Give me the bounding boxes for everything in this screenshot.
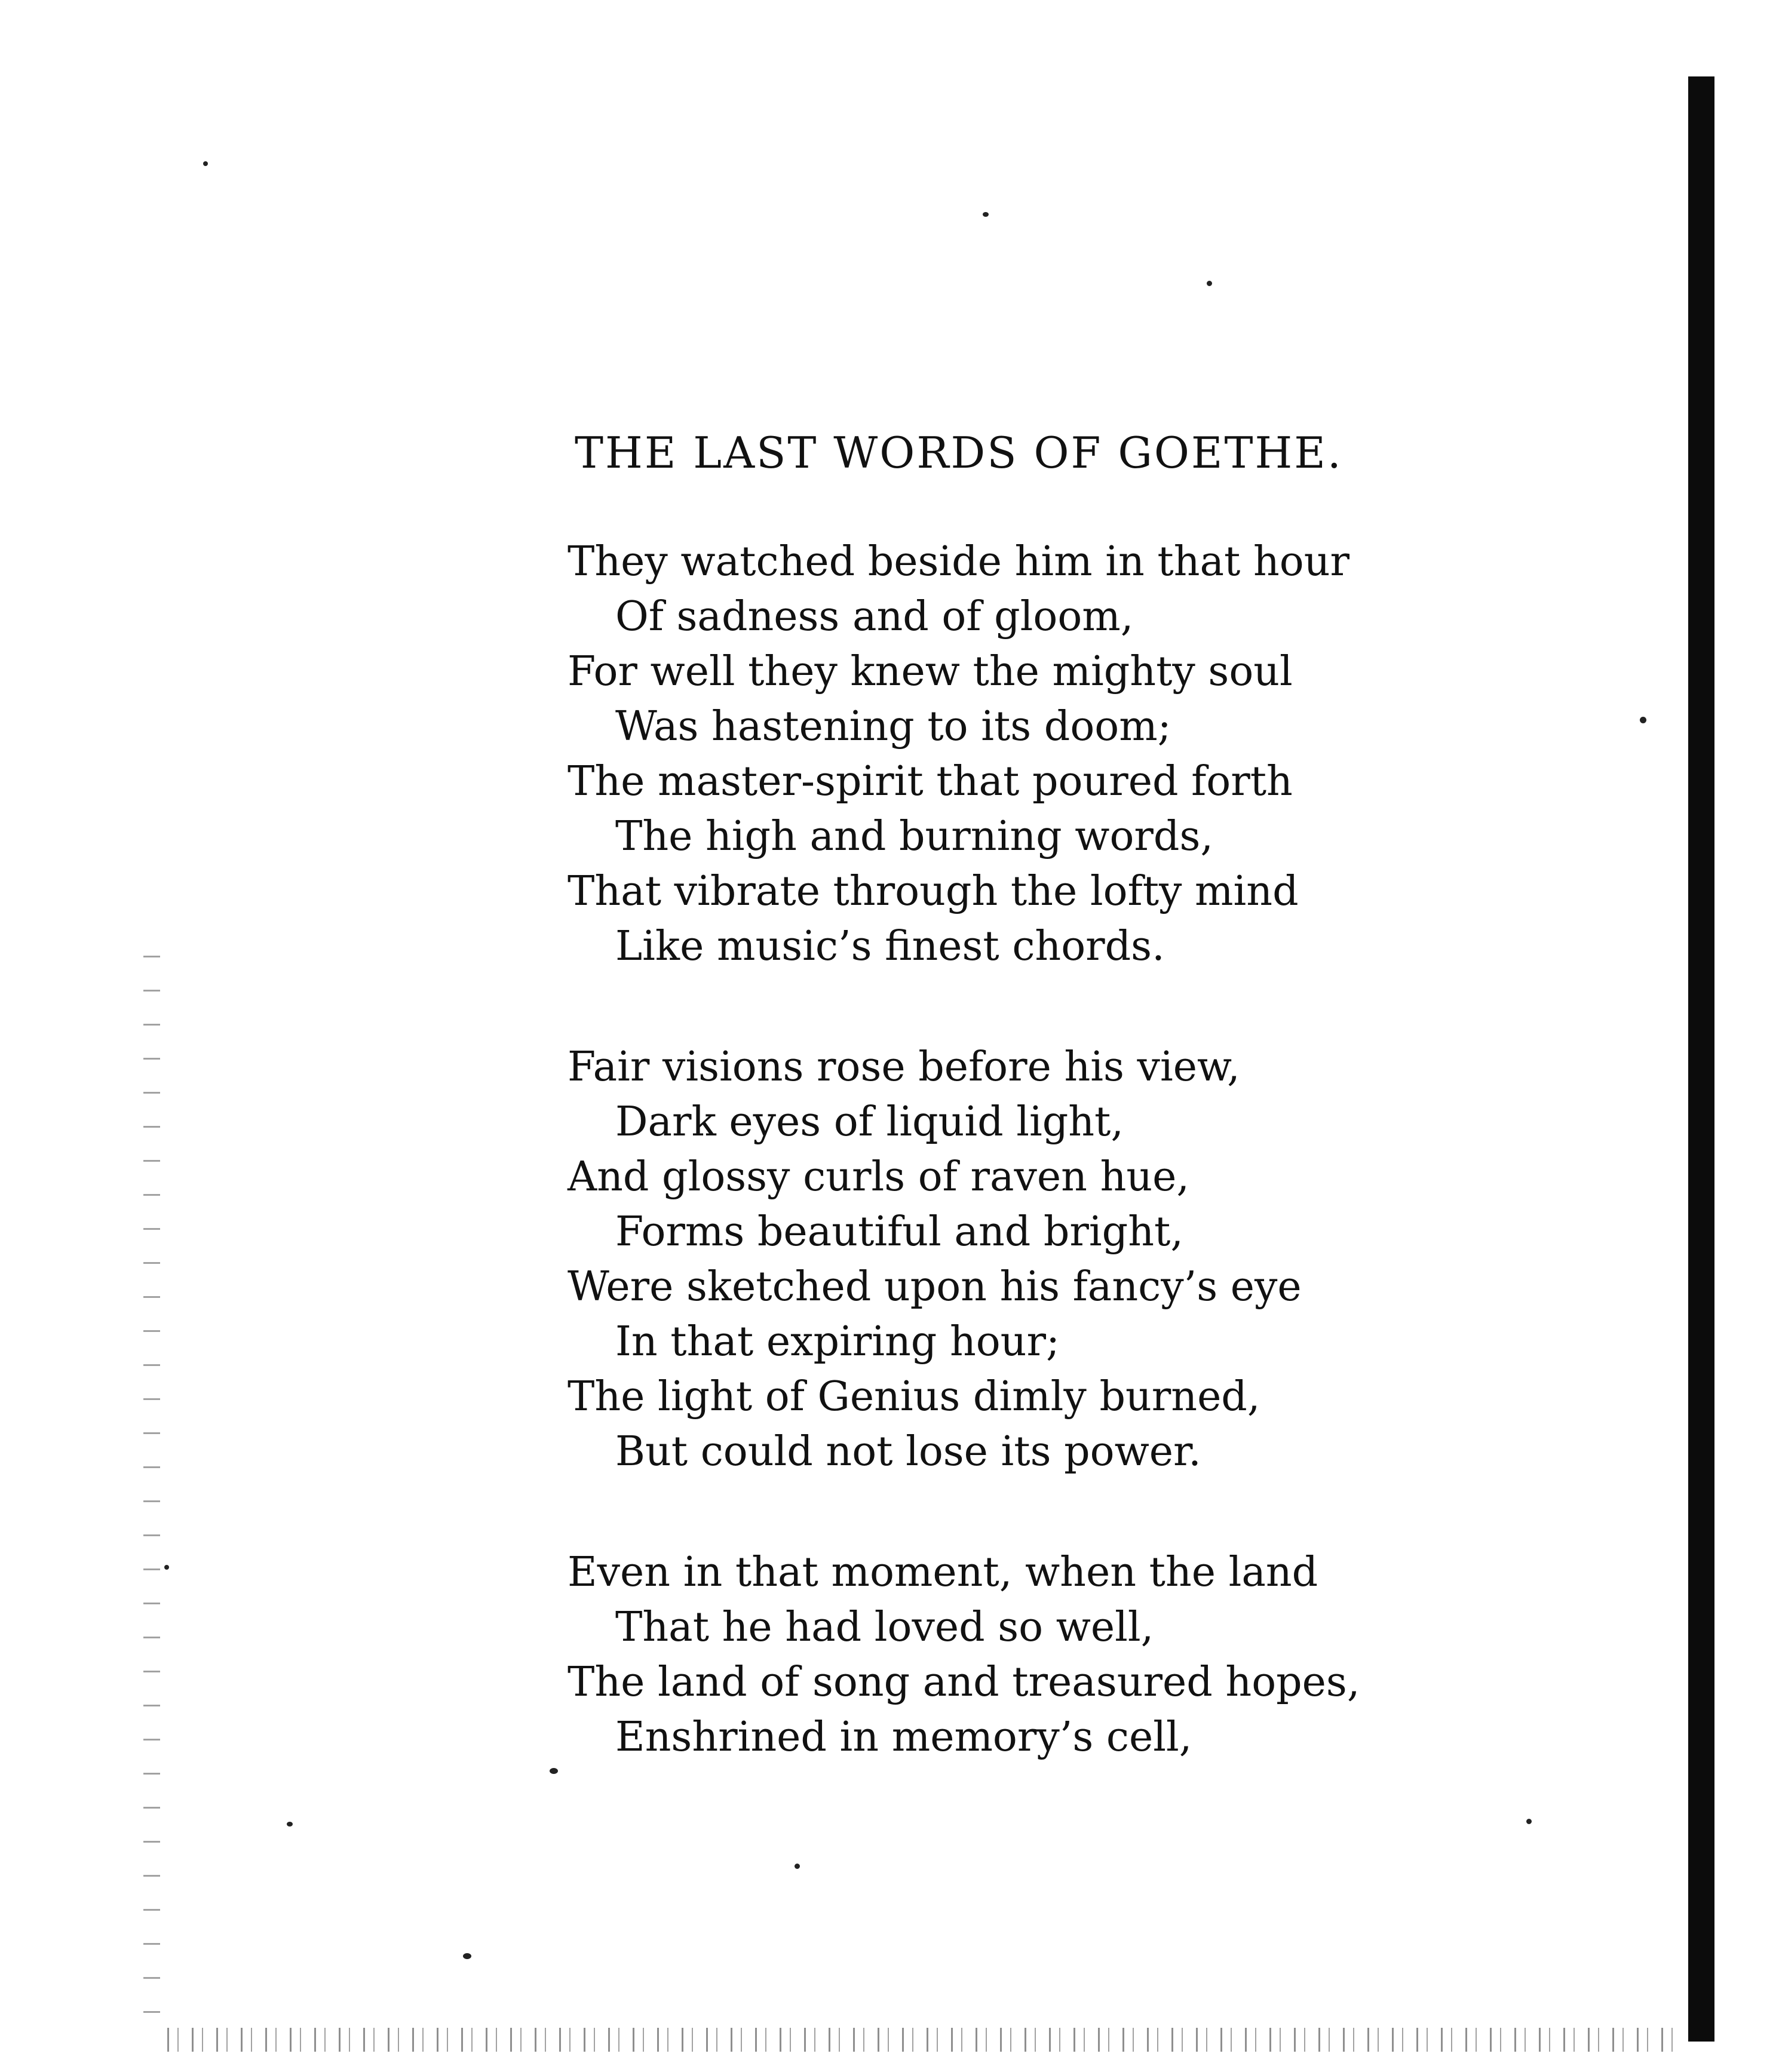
scan-bottom-noise — [167, 2028, 1673, 2052]
scan-speck — [1640, 717, 1646, 723]
poem-line: Fair visions rose before his view, — [568, 1043, 1240, 1091]
scan-speck — [287, 1822, 293, 1827]
poem-title: THE LAST WORDS OF GOETHE. — [575, 428, 1343, 478]
poem-line: The master-spirit that poured forth — [568, 758, 1293, 805]
poem-line: Forms beautiful and bright, — [615, 1208, 1183, 1256]
poem-line: Were sketched upon his fancy’s eye — [568, 1263, 1302, 1310]
stanza-3 — [568, 1545, 1404, 1765]
poem-line: Dark eyes of liquid light, — [615, 1098, 1124, 1146]
scan-speck — [164, 1565, 169, 1570]
binding-edge-shadow — [1688, 76, 1714, 2042]
poem-line: They watched beside him in that hour — [568, 538, 1349, 585]
scan-edge-noise — [143, 956, 160, 2031]
poem-line: The land of song and treasured hopes, — [568, 1659, 1360, 1706]
poem-line: Of sadness and of gloom, — [615, 593, 1134, 640]
poem-line: Even in that moment, when the land — [568, 1549, 1318, 1596]
scan-speck — [983, 212, 989, 217]
scan-speck — [795, 1864, 800, 1869]
poem-line: The light of Genius dimly burned, — [568, 1373, 1260, 1420]
poem-line: The high and burning words, — [615, 813, 1213, 860]
scan-speck — [203, 161, 208, 166]
scan-speck — [463, 1953, 471, 1959]
poem-line: That vibrate through the lofty mind — [568, 868, 1299, 915]
scan-speck — [1207, 281, 1212, 286]
poem-line: And glossy curls of raven hue, — [568, 1153, 1190, 1201]
stanza-2 — [568, 1040, 1404, 1479]
poem-line: In that expiring hour; — [615, 1318, 1060, 1365]
poem-line: That he had loved so well, — [615, 1604, 1154, 1651]
poem-body — [568, 535, 1404, 1831]
poem-line: Was hastening to its doom; — [615, 703, 1171, 750]
poem-line: Like music’s finest chords. — [615, 923, 1165, 970]
scan-speck — [550, 1768, 558, 1774]
poem-line: Enshrined in memory’s cell, — [615, 1714, 1192, 1761]
scan-speck — [1526, 1819, 1532, 1824]
poem-line: But could not lose its power. — [615, 1428, 1201, 1475]
poem-line: For well they knew the mighty soul — [568, 648, 1293, 695]
stanza-1 — [568, 535, 1404, 974]
